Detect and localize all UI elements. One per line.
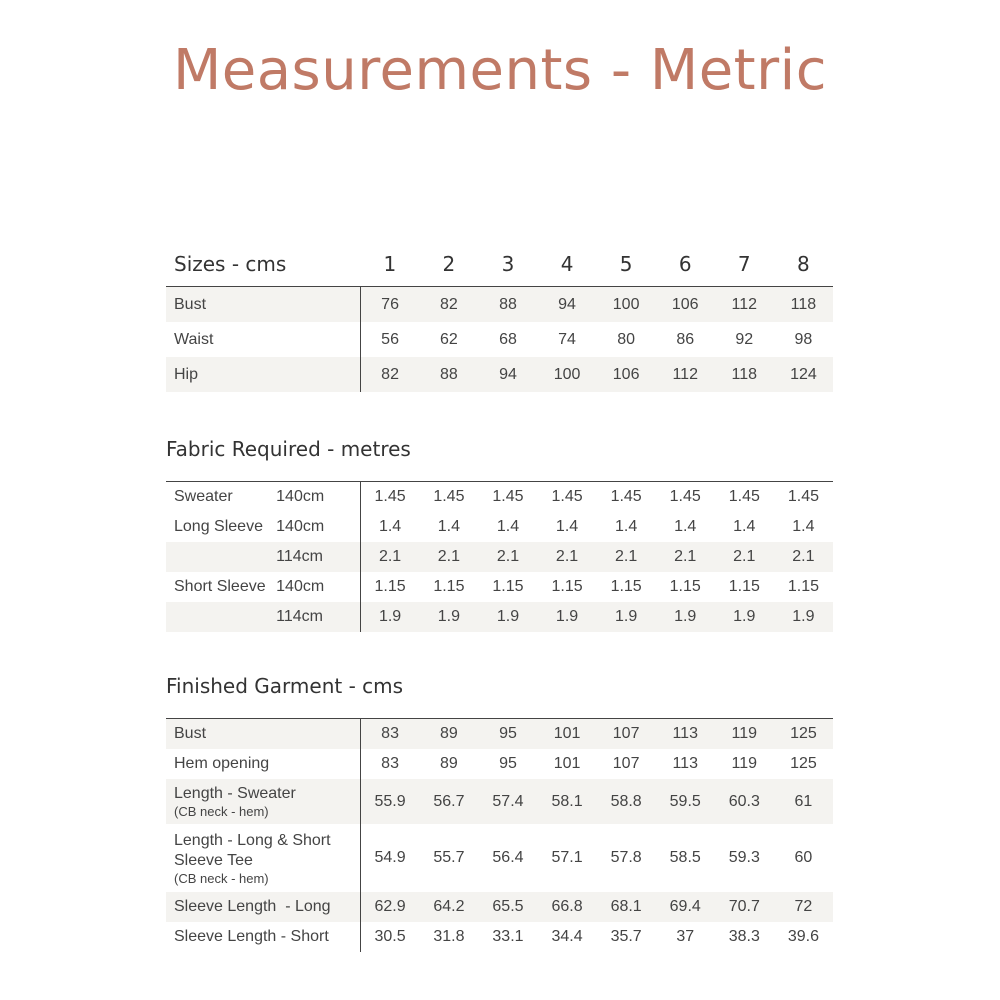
table-cell: 59.3 [728, 849, 760, 866]
table-cell: 2.1 [656, 542, 715, 572]
table-cell: 1.45 [360, 482, 419, 513]
table-cell: 101 [538, 719, 597, 750]
table-cell: 82 [360, 357, 419, 392]
table-cell: 62.9 [360, 892, 419, 922]
table-cell: 2.1 [478, 542, 537, 572]
size-column-header: 8 [797, 252, 810, 276]
table-cell: 1.9 [774, 602, 833, 632]
table-cell: 1.4 [437, 518, 461, 535]
table-cell: 112 [715, 287, 774, 323]
size-column-header: 5 [619, 252, 633, 276]
row-label [166, 542, 276, 572]
fabric-width: 140cm [276, 482, 360, 513]
sizes-header-label: Sizes - cms [174, 252, 287, 276]
table-cell: 76 [360, 287, 419, 323]
table-cell: 57.8 [610, 849, 642, 866]
table-cell: 1.9 [597, 602, 656, 632]
table-cell: 33.1 [492, 928, 524, 945]
table-row [166, 824, 833, 892]
table-cell: 69.4 [656, 892, 715, 922]
table-cell: 56.4 [492, 849, 524, 866]
table-cell: 1.4 [496, 518, 520, 535]
size-column-header: 6 [678, 252, 692, 276]
garment-section-heading: Finished Garment - cms [166, 674, 404, 698]
table-cell: 1.9 [715, 602, 774, 632]
table-row [166, 482, 833, 513]
table-cell: 1.9 [478, 602, 537, 632]
table-cell: 94 [538, 287, 597, 323]
table-cell: 55.9 [360, 779, 419, 824]
table-cell: 66.8 [538, 892, 597, 922]
row-label: Sweater [166, 482, 276, 513]
table-cell: 82 [419, 287, 478, 323]
size-column-header: 3 [501, 252, 515, 276]
table-cell: 100 [597, 287, 656, 323]
table-cell: 1.45 [419, 482, 478, 513]
table-cell: 118 [774, 287, 833, 323]
table-cell: 1.15 [787, 578, 819, 595]
table-row [166, 287, 833, 323]
table-cell: 1.15 [433, 578, 465, 595]
table-row [166, 922, 833, 952]
table-cell: 112 [656, 357, 715, 392]
table-cell: 113 [672, 755, 698, 772]
table-cell: 83 [381, 755, 399, 772]
table-cell: 58.5 [669, 849, 701, 866]
table-cell: 37 [676, 928, 695, 945]
table-cell: 1.45 [597, 482, 656, 513]
table-cell: 1.4 [733, 518, 756, 535]
table-cell: 106 [597, 357, 656, 392]
table-cell: 88 [419, 357, 478, 392]
body-measurements-table [166, 242, 833, 392]
table-cell: 100 [538, 357, 597, 392]
table-cell: 125 [790, 755, 817, 772]
table-cell: 107 [597, 719, 656, 750]
table-row [166, 749, 833, 779]
table-row [166, 357, 833, 392]
table-cell: 94 [478, 357, 537, 392]
table-cell: 92 [735, 330, 754, 348]
row-label: Bust [166, 719, 360, 750]
table-cell: 35.7 [610, 928, 642, 945]
fabric-width: 140cm [276, 572, 360, 602]
table-cell: 1.9 [656, 602, 715, 632]
table-cell: 118 [715, 357, 774, 392]
table-cell: 98 [794, 330, 813, 348]
table-cell: 88 [478, 287, 537, 323]
table-row [166, 892, 833, 922]
table-cell: 74 [558, 330, 576, 348]
fabric-required-table [166, 481, 833, 632]
table-cell: 95 [499, 755, 517, 772]
row-label: Waist [166, 322, 360, 357]
table-cell: 2.1 [538, 542, 597, 572]
table-cell: 107 [612, 755, 640, 772]
table-row [166, 602, 833, 632]
table-row [166, 512, 833, 542]
table-row [166, 572, 833, 602]
table-cell: 58.8 [597, 779, 656, 824]
table-cell: 2.1 [419, 542, 478, 572]
table-cell: 1.4 [615, 518, 638, 535]
row-label-text: Length - Sweater [174, 785, 296, 802]
table-cell: 106 [656, 287, 715, 323]
row-label: Hem opening [166, 749, 360, 779]
table-cell: 1.15 [610, 578, 642, 595]
table-cell: 1.4 [674, 518, 697, 535]
table-cell: 61 [774, 779, 833, 824]
row-label-line2: Sleeve Tee [174, 851, 253, 869]
page-title: Measurements - Metric [172, 38, 828, 103]
row-label-note: (CB neck - hem) [174, 804, 269, 819]
table-cell: 1.4 [378, 518, 402, 535]
finished-garment-table [166, 718, 833, 952]
table-cell: 2.1 [774, 542, 833, 572]
table-cell: 65.5 [478, 892, 537, 922]
table-cell: 1.15 [492, 578, 524, 595]
table-cell: 68 [499, 330, 517, 348]
table-row [166, 542, 833, 572]
table-cell: 72 [774, 892, 833, 922]
table-row [166, 719, 833, 750]
size-column-header: 2 [442, 252, 456, 276]
table-cell: 1.4 [792, 518, 815, 535]
fabric-width: 114cm [276, 602, 360, 632]
table-cell: 58.1 [538, 779, 597, 824]
row-label: Sleeve Length - Short [166, 922, 360, 952]
table-cell: 34.4 [551, 928, 583, 945]
table-cell: 54.9 [374, 849, 406, 866]
row-label [166, 824, 360, 892]
table-cell: 1.45 [538, 482, 597, 513]
table-cell: 1.45 [478, 482, 537, 513]
table-cell: 60 [794, 849, 813, 866]
fabric-width: 114cm [276, 542, 360, 572]
table-cell: 2.1 [597, 542, 656, 572]
fabric-width: 140cm [276, 512, 360, 542]
table-cell: 80 [617, 330, 636, 348]
table-cell: 113 [656, 719, 715, 750]
table-cell: 57.1 [551, 849, 583, 866]
size-column-header: 4 [560, 252, 574, 276]
table-cell: 62 [440, 330, 458, 348]
table-cell: 86 [676, 330, 695, 348]
table-cell: 1.45 [656, 482, 715, 513]
table-cell: 68.1 [597, 892, 656, 922]
table-cell: 56.7 [419, 779, 478, 824]
table-cell: 1.45 [774, 482, 833, 513]
table-cell: 39.6 [787, 928, 819, 945]
row-label: Short Sleeve [174, 578, 266, 595]
table-cell: 124 [774, 357, 833, 392]
table-cell: 1.15 [374, 578, 406, 595]
table-cell: 31.8 [433, 928, 465, 945]
table-cell: 38.3 [728, 928, 760, 945]
size-column-header: 7 [737, 252, 751, 276]
table-cell: 2.1 [360, 542, 419, 572]
table-cell: 119 [715, 719, 774, 750]
table-cell: 59.5 [656, 779, 715, 824]
row-label: Hip [166, 357, 360, 392]
table-cell: 1.4 [555, 518, 579, 535]
table-cell: 1.9 [360, 602, 419, 632]
row-label-line1: Length - Long & Short [174, 831, 331, 849]
table-cell: 89 [419, 719, 478, 750]
table-cell: 56 [381, 330, 399, 348]
table-cell: 55.7 [433, 849, 465, 866]
table-cell: 89 [440, 755, 458, 772]
table-cell: 60.3 [715, 779, 774, 824]
row-label: Bust [166, 287, 360, 323]
sizes-header-row [166, 242, 833, 287]
table-cell: 1.15 [728, 578, 760, 595]
row-label-note: (CB neck - hem) [174, 870, 269, 886]
table-cell: 83 [360, 719, 419, 750]
table-row [166, 322, 833, 357]
table-cell: 70.7 [715, 892, 774, 922]
row-label [166, 602, 276, 632]
fabric-section-heading: Fabric Required - metres [166, 437, 411, 461]
table-cell: 1.15 [551, 578, 583, 595]
table-cell: 101 [553, 755, 581, 772]
table-cell: 119 [731, 755, 758, 772]
table-cell: 1.45 [715, 482, 774, 513]
size-column-header: 1 [383, 252, 397, 276]
table-cell: 1.9 [419, 602, 478, 632]
table-cell: 1.9 [538, 602, 597, 632]
table-cell: 64.2 [419, 892, 478, 922]
table-cell: 57.4 [478, 779, 537, 824]
row-label [166, 779, 360, 824]
table-cell: 1.15 [669, 578, 701, 595]
row-label: Long Sleeve [174, 518, 263, 535]
table-cell: 95 [478, 719, 537, 750]
table-cell: 30.5 [374, 928, 406, 945]
table-cell: 2.1 [715, 542, 774, 572]
row-label: Sleeve Length - Long [166, 892, 360, 922]
table-cell: 125 [774, 719, 833, 750]
table-row [166, 779, 833, 824]
